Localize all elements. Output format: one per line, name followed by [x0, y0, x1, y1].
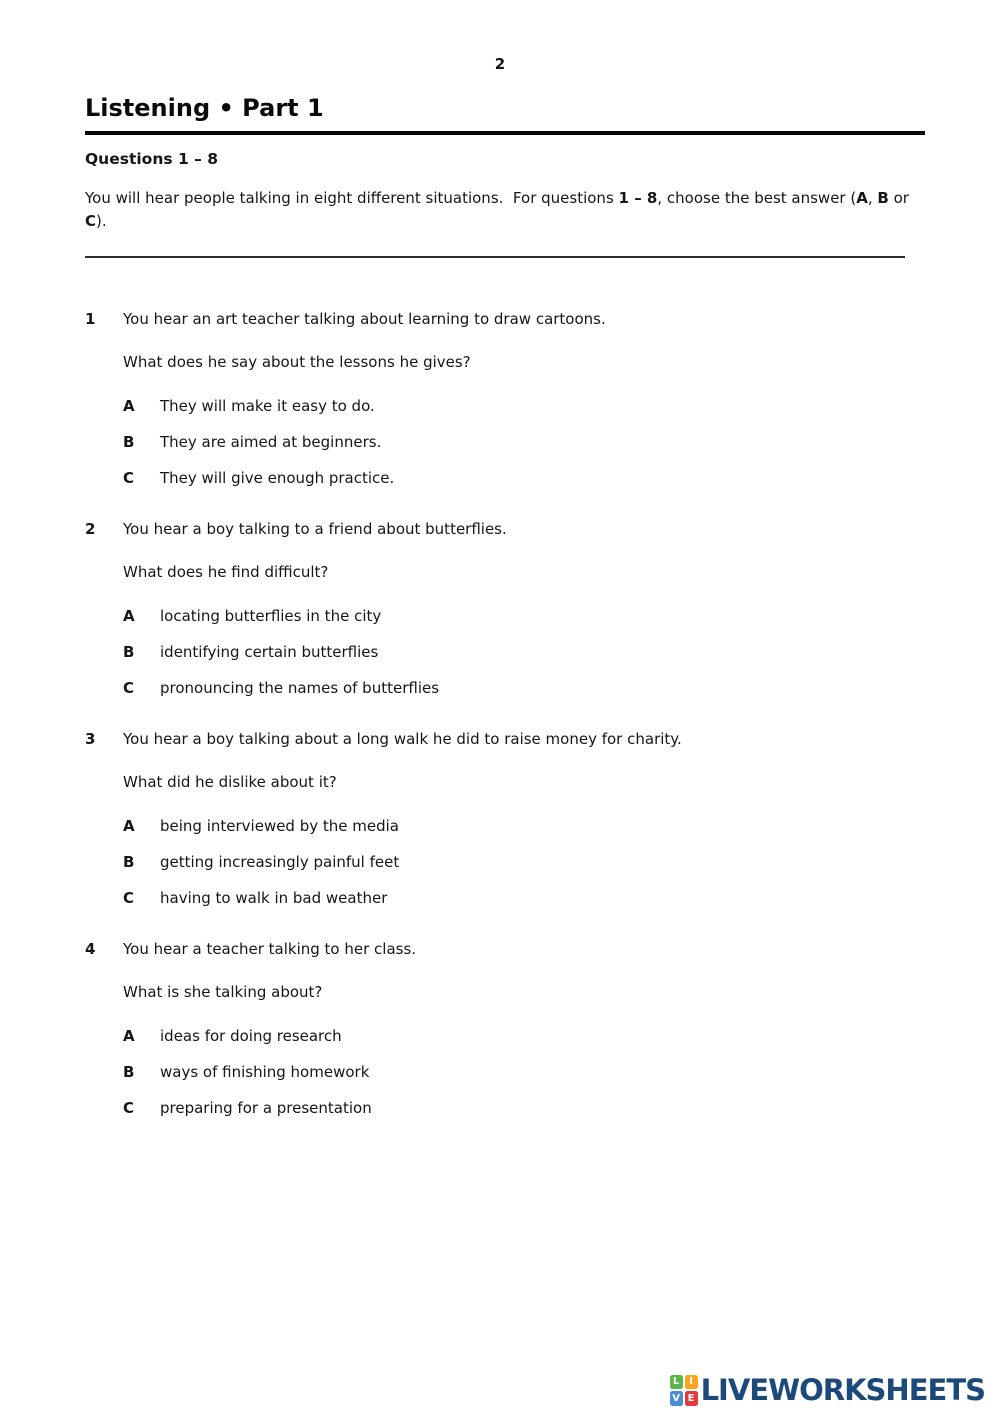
instructions-text: , — [867, 189, 878, 207]
option-text: pronouncing the names of butterflies — [160, 679, 440, 697]
instructions-letter-c: C — [85, 212, 97, 230]
option-text: locating butterflies in the city — [160, 607, 382, 625]
questions-list — [0, 308, 1000, 1120]
instructions-paragraph — [85, 187, 919, 233]
question-prompt: What is she talking about? — [123, 983, 323, 1001]
question-stem: You hear a boy talking to a friend about butterflies. — [123, 520, 507, 538]
logo-tile-l: L — [670, 1375, 683, 1389]
option-row-a[interactable] — [123, 395, 1000, 418]
option-row-c[interactable] — [123, 1097, 1000, 1120]
option-letter: C — [123, 889, 135, 907]
question-item-3 — [85, 728, 1000, 910]
option-text: They will give enough practice. — [160, 469, 395, 487]
option-letter: B — [123, 1063, 135, 1081]
instructions-range: 1 – 8 — [618, 189, 658, 207]
option-letter: A — [123, 607, 135, 625]
option-letter: C — [123, 469, 135, 487]
question-stem: You hear a teacher talking to her class. — [123, 940, 417, 958]
option-text: They are aimed at beginners. — [160, 433, 382, 451]
option-row-a[interactable] — [123, 815, 1000, 838]
options-group — [123, 815, 1000, 910]
liveworksheets-logo[interactable] — [670, 1375, 985, 1406]
option-row-b[interactable] — [123, 1061, 1000, 1084]
option-row-b[interactable] — [123, 851, 1000, 874]
instructions-letter-b: B — [877, 189, 889, 207]
section-heading: Questions 1 – 8 — [85, 150, 219, 168]
title-divider — [85, 131, 925, 135]
option-letter: A — [123, 817, 135, 835]
option-text: ways of finishing homework — [160, 1063, 370, 1081]
option-text: being interviewed by the media — [160, 817, 399, 835]
option-letter: A — [123, 1027, 135, 1045]
option-letter: B — [123, 853, 135, 871]
question-number: 2 — [85, 520, 96, 538]
question-item-2 — [85, 518, 1000, 700]
option-row-c[interactable] — [123, 887, 1000, 910]
section-divider — [85, 256, 905, 258]
option-row-c[interactable] — [123, 467, 1000, 490]
question-item-4 — [85, 938, 1000, 1120]
page-title: Listening • Part 1 — [85, 94, 324, 122]
liveworksheets-wordmark: LIVEWORKSHEETS — [700, 1373, 985, 1407]
question-item-1 — [85, 308, 1000, 490]
question-prompt: What does he say about the lessons he gives? — [123, 353, 471, 371]
option-letter: B — [123, 643, 135, 661]
logo-tile-v: V — [670, 1391, 683, 1406]
option-text: They will make it easy to do. — [160, 397, 375, 415]
question-prompt: What does he find difficult? — [123, 563, 329, 581]
option-letter: C — [123, 1099, 135, 1117]
options-group — [123, 1025, 1000, 1120]
instructions-text: You will hear people talking in eight different situations. For questions — [85, 189, 619, 207]
option-letter: C — [123, 679, 135, 697]
option-text: preparing for a presentation — [160, 1099, 372, 1117]
liveworksheets-icon — [670, 1375, 698, 1406]
option-row-b[interactable] — [123, 641, 1000, 664]
options-group — [123, 605, 1000, 700]
instructions-text: or — [888, 189, 914, 207]
instructions-text: , choose the best answer ( — [657, 189, 857, 207]
instructions-text: ). — [96, 212, 107, 230]
page-number: 2 — [494, 55, 506, 73]
option-letter: A — [123, 397, 135, 415]
question-number: 3 — [85, 730, 96, 748]
option-row-a[interactable] — [123, 605, 1000, 628]
question-stem: You hear an art teacher talking about learning to draw cartoons. — [123, 310, 606, 328]
question-prompt: What did he dislike about it? — [123, 773, 337, 791]
option-text: identifying certain butterflies — [160, 643, 379, 661]
option-row-c[interactable] — [123, 677, 1000, 700]
option-text: getting increasingly painful feet — [160, 853, 400, 871]
question-number: 1 — [85, 310, 96, 328]
option-row-a[interactable] — [123, 1025, 1000, 1048]
question-number: 4 — [85, 940, 96, 958]
instructions-letter-a: A — [856, 189, 868, 207]
options-group — [123, 395, 1000, 490]
logo-tile-i: I — [685, 1375, 698, 1389]
logo-tile-e: E — [685, 1391, 698, 1406]
option-letter: B — [123, 433, 135, 451]
option-text: ideas for doing research — [160, 1027, 342, 1045]
option-row-b[interactable] — [123, 431, 1000, 454]
question-stem: You hear a boy talking about a long walk he did to raise money for charity. — [123, 730, 682, 748]
option-text: having to walk in bad weather — [160, 889, 388, 907]
